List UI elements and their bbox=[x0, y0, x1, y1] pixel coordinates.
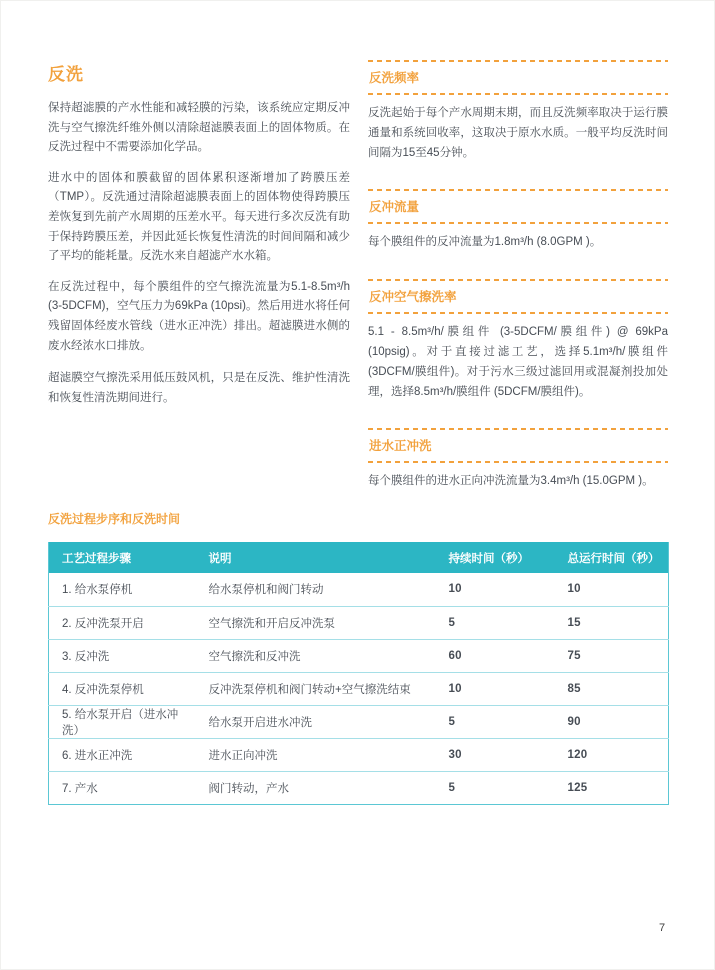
cell-duration_s: 60 bbox=[436, 639, 555, 672]
backwash-table-section bbox=[48, 510, 668, 805]
table-row bbox=[49, 573, 669, 606]
paragraph: 保持超滤膜的产水性能和减轻膜的污染，该系统应定期反冲洗与空气擦洗纤维外侧以清除超滤膜表面上的固体物质。在反洗过程中不需要添加化学品。 bbox=[48, 102, 350, 154]
table-row bbox=[49, 705, 669, 738]
paragraph: 超滤膜空气擦洗采用低压鼓风机，只是在反洗、维护性清洗和恢复性清洗期间进行。 bbox=[48, 372, 350, 404]
column-header-description: 说明 bbox=[196, 542, 436, 573]
table-header-row bbox=[49, 542, 669, 573]
table-row bbox=[49, 672, 669, 705]
page-title: 反洗 bbox=[48, 65, 84, 84]
cell-description: 阀门转动，产水 bbox=[196, 771, 436, 804]
cell-description: 进水正向冲洗 bbox=[196, 738, 436, 771]
info-section bbox=[368, 428, 668, 492]
cell-step: 6. 进水正冲洗 bbox=[49, 738, 196, 771]
section-body: 反洗起始于每个产水周期末期，而且反洗频率取决于运行膜通量和系统回收率，这取决于原水水质。一般平均反洗时间间隔为15至45分钟。 bbox=[368, 107, 668, 159]
cell-total_s: 75 bbox=[555, 639, 669, 672]
cell-duration_s: 30 bbox=[436, 738, 555, 771]
section-heading: 反冲流量 bbox=[369, 200, 420, 215]
section-body: 5.1 - 8.5m³/h/膜组件 (3-5DCFM/膜组件) @ 69kPa (10psig)。对于直接过滤工艺，选择5.1m³/h/膜组件(3DCFM/膜组件)。对于污水三级过滤回用或混凝剂投加处理，选择8.5m³/h/膜组件 (5DCFM/膜组件)。 bbox=[368, 326, 668, 398]
info-section bbox=[368, 60, 668, 163]
section-body: 每个膜组件的进水正向冲洗流量为3.4m³/h (15.0GPM )。 bbox=[368, 475, 654, 488]
cell-step: 4. 反冲洗泵停机 bbox=[49, 672, 196, 705]
paragraph: 在反洗过程中，每个膜组件的空气擦洗流量为5.1-8.5m³/h (3-5DCFM)，空气压力为69kPa (10psi)。然后用进水将任何残留固体经废水管线（进水正冲洗）排出。超滤膜进水侧的废水经浓水口排放。 bbox=[48, 280, 350, 352]
cell-total_s: 10 bbox=[567, 583, 581, 596]
cell-step: 2. 反冲洗泵开启 bbox=[49, 606, 196, 639]
section-heading: 进水正冲洗 bbox=[369, 439, 432, 454]
table-title: 反洗过程步序和反洗时间 bbox=[48, 512, 181, 526]
page-number: 7 bbox=[658, 922, 666, 934]
cell-description: 空气擦洗和反冲洗 bbox=[196, 639, 436, 672]
table-row bbox=[49, 771, 669, 804]
left-column bbox=[48, 60, 350, 518]
dashed-divider bbox=[368, 93, 668, 95]
column-header-step: 工艺过程步骤 bbox=[49, 542, 196, 573]
cell-total_s: 15 bbox=[555, 606, 669, 639]
paragraph: 进水中的固体和膜截留的固体累积逐渐增加了跨膜压差（TMP）。反洗通过清除超滤膜表面上的固体物使得跨膜压差恢复到先前产水周期的压差水平。每天进行多次反洗有助于保持跨膜压差，并因此延长恢复性清洗的时间间隔和减少了平均的能耗量。反洗水来自超滤产水水箱。 bbox=[48, 171, 350, 263]
cell-total_s: 120 bbox=[555, 738, 669, 771]
two-column-area bbox=[48, 60, 668, 518]
right-column bbox=[368, 60, 668, 518]
cell-total_s: 125 bbox=[555, 771, 669, 804]
table-body bbox=[49, 573, 669, 804]
table-row bbox=[49, 639, 669, 672]
cell-step: 3. 反冲洗 bbox=[49, 639, 196, 672]
left-paragraphs bbox=[48, 99, 350, 408]
cell-duration_s: 5 bbox=[436, 606, 555, 639]
section-heading: 反冲空气擦洗率 bbox=[369, 290, 457, 305]
backwash-process-table bbox=[48, 542, 669, 805]
cell-description: 空气擦洗和开启反冲洗泵 bbox=[196, 606, 436, 639]
table-row bbox=[49, 738, 669, 771]
column-header-duration: 持续时间（秒） bbox=[436, 542, 555, 573]
dashed-divider bbox=[368, 461, 668, 463]
cell-step: 5. 给水泵开启（进水冲洗） bbox=[49, 705, 196, 738]
cell-duration_s: 5 bbox=[436, 771, 555, 804]
cell-duration_s: 10 bbox=[436, 672, 555, 705]
right-sections bbox=[368, 60, 668, 492]
cell-description: 给水泵开启进水冲洗 bbox=[196, 705, 436, 738]
section-body: 每个膜组件的反冲流量为1.8m³/h (8.0GPM )。 bbox=[368, 236, 602, 249]
cell-step: 7. 产水 bbox=[49, 771, 196, 804]
section-heading: 反洗频率 bbox=[369, 71, 420, 85]
cell-duration_s: 5 bbox=[436, 705, 555, 738]
cell-description: 给水泵停机和阀门转动 bbox=[208, 584, 324, 597]
info-section bbox=[368, 189, 668, 253]
table-row bbox=[49, 606, 669, 639]
dashed-divider bbox=[368, 222, 668, 224]
cell-step: 1. 给水泵停机 bbox=[62, 584, 133, 597]
dashed-divider bbox=[368, 312, 668, 314]
cell-description: 反冲洗泵停机和阀门转动+空气擦洗结束 bbox=[196, 672, 436, 705]
column-header-total-time: 总运行时间（秒） bbox=[555, 542, 669, 573]
cell-total_s: 85 bbox=[555, 672, 669, 705]
cell-total_s: 90 bbox=[555, 705, 669, 738]
info-section bbox=[368, 279, 668, 402]
cell-duration_s: 10 bbox=[448, 583, 462, 596]
table-header bbox=[49, 542, 669, 573]
